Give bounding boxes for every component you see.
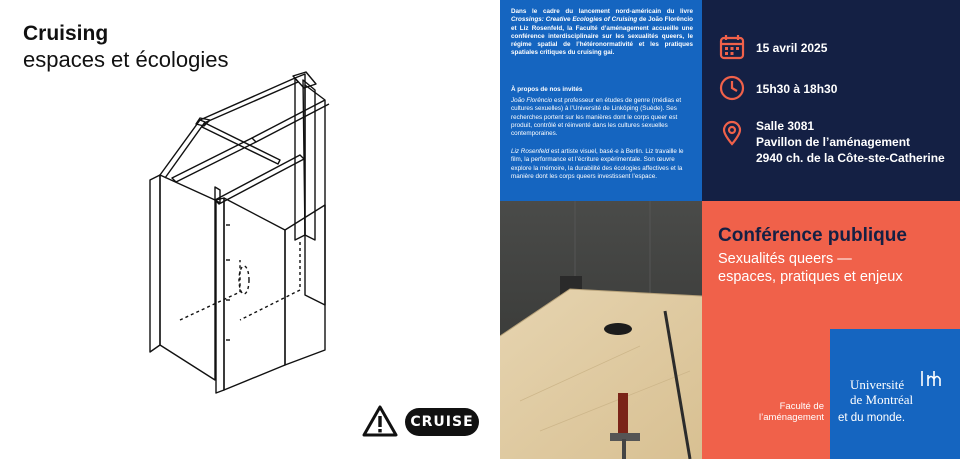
warning-triangle-icon [362,405,398,437]
poster-subtitle: espaces et écologies [23,47,229,72]
conference-subtitle-line2: espaces, pratiques et enjeux [718,269,903,285]
guest1-name: João Florêncio [511,97,553,104]
conference-subtitle-line1: Sexualités queers — [718,251,852,267]
intro-text-a: Dans le cadre du lancement nord-américain du livre [511,8,693,15]
event-room: Salle 3081 [756,119,815,133]
calendar-icon [719,34,745,60]
cruise-badge [405,408,479,436]
guest2-bio [511,148,691,181]
udem-logo-block [830,329,960,459]
event-address: 2940 ch. de la Côte-ste-Catherine [756,151,945,165]
intro-paragraph [511,8,693,58]
location-pin-icon [719,120,745,146]
event-time: 15h30 à 18h30 [756,82,838,96]
plywood-photo [500,201,702,459]
guest2-text: est artiste visuel, basé·e à Berlin. Liz travaille le film, la performance et l’écriture expérimentale. Son œuvre explore la mémoire, la durabilité des écologies affectives et la manière dont les corps queers investissent l’espace. [511,148,684,180]
faculty-line2: l’aménagement [759,412,824,423]
conference-title: Conférence publique [718,225,907,246]
udem-crest-icon [919,369,941,387]
clock-icon [719,75,745,101]
guest1-text: est professeur en études de genre (médias et cultures sexuelles) à l’Université de Linköping (Suède). Ses recherches portent sur les manières dont le corps queer est produit, contrôlé et réinventé dans les cultures sexuelles contemporaines. [511,97,682,138]
booth-line-drawing [120,60,380,420]
book-title: Crossings: Creative Ecologies of Cruising [511,16,638,24]
conference-panel [702,201,960,459]
university-motto: et du monde. [838,412,906,424]
cruise-badge-label: CRUISE [410,414,474,430]
university-name-line1: Université [850,377,905,392]
poster-title: Cruising [23,22,109,45]
intro-text-b: de João Florêncio et Liz Rosenfeld, la Faculté d’aménagement accueille une conférence interdisciplinaire sur les sexualités queers, le régime spatial de l’hétéronormativité et les pratiques spatiales critiques du cruising gai. [511,16,694,57]
guest2-name: Liz Rosenfeld [511,148,550,155]
university-name-line2: de Montréal [850,392,914,407]
about-heading: À propos de nos invités [511,86,583,93]
event-date: 15 avril 2025 [756,41,828,55]
photo-rendering [500,201,702,459]
faculty-line1: Faculté de [779,401,824,412]
event-info-panel [702,0,960,201]
description-panel [500,0,702,201]
faculty-label [728,401,824,423]
guest1-bio [511,97,691,138]
event-building: Pavillon de l’aménagement [756,135,911,149]
